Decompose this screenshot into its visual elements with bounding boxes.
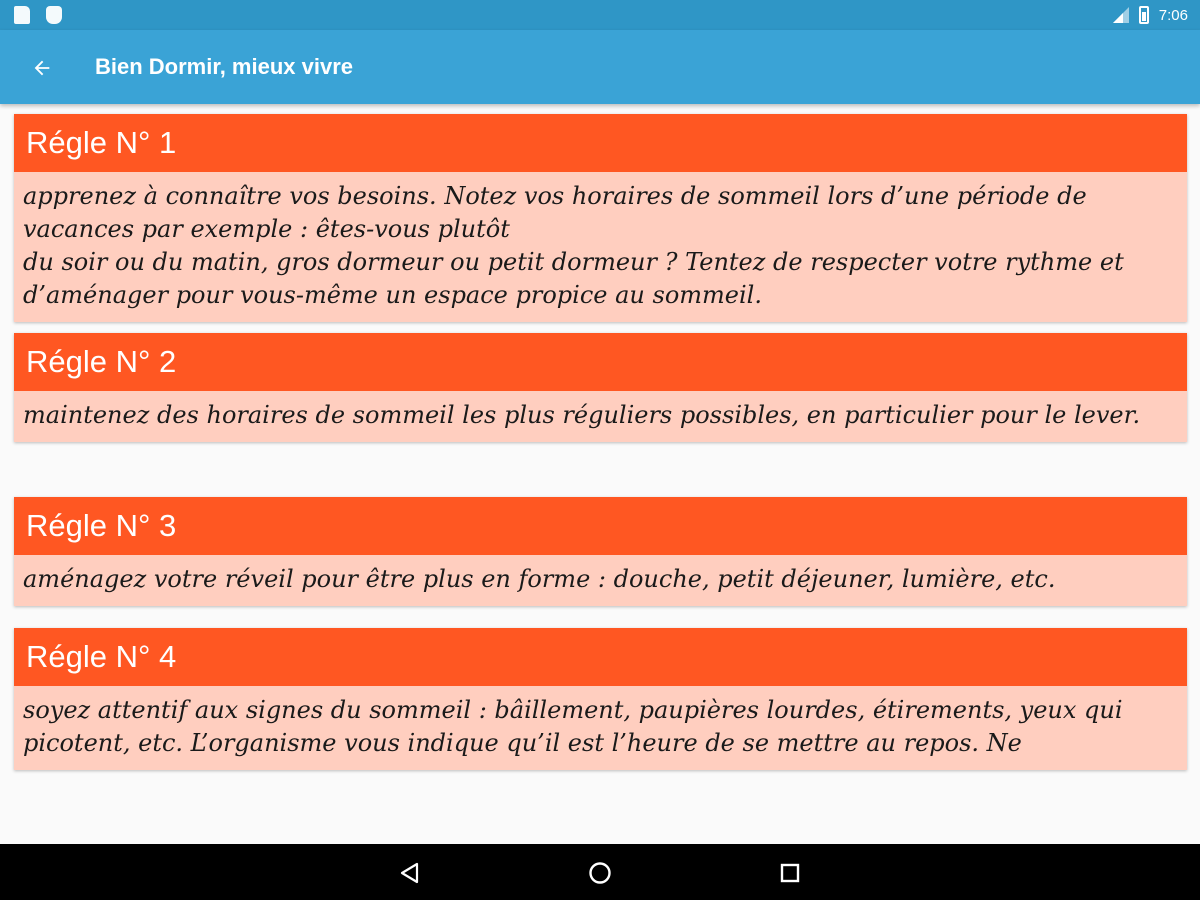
recents-square-icon xyxy=(780,863,800,883)
page-title: Bien Dormir, mieux vivre xyxy=(95,54,353,79)
nav-back-button[interactable] xyxy=(393,856,427,890)
rule-text-part: du soir ou du matin, gros dormeur ou petit dormeur ? Tentez de respecter votre rythme et d’aménager pour vous-même un espace propice au sommeil. xyxy=(23,248,1124,309)
rule-card-4[interactable] xyxy=(14,628,1187,770)
rule-text xyxy=(14,172,1187,322)
nav-home-button[interactable] xyxy=(583,856,617,890)
back-triangle-icon xyxy=(399,862,421,884)
app-bar xyxy=(0,30,1200,104)
battery-icon xyxy=(1139,6,1149,24)
rule-card-3[interactable] xyxy=(14,497,1187,606)
rule-title: Régle N° 2 xyxy=(14,333,1187,391)
rule-card-2[interactable] xyxy=(14,333,1187,442)
rule-title: Régle N° 4 xyxy=(14,628,1187,686)
back-button[interactable] xyxy=(22,48,62,88)
signal-icon xyxy=(1111,7,1129,23)
rule-text: aménagez votre réveil pour être plus en forme : douche, petit déjeuner, lumière, etc. xyxy=(23,565,1056,593)
rule-text: soyez attentif aux signes du sommeil : bâillement, paupières lourdes, étirements, yeux qui picotent, etc. L’organisme vous indique qu’il est l’heure de se mettre au repos. Ne xyxy=(23,696,1123,757)
status-indicators xyxy=(1111,4,1188,26)
arrow-left-icon xyxy=(31,57,53,79)
notification-icon xyxy=(14,6,30,24)
rule-card-1[interactable] xyxy=(14,114,1187,322)
status-clock: 7:06 xyxy=(1158,6,1188,24)
rules-list[interactable] xyxy=(0,104,1200,776)
nav-recents-button[interactable] xyxy=(773,856,807,890)
rule-text-part: apprenez à connaître vos besoins. Notez vos horaires de sommeil lors d’une période de vacances par exemple : êtes-vous plutôt xyxy=(23,182,1087,243)
home-circle-icon xyxy=(588,861,612,885)
rule-title: Régle N° 1 xyxy=(14,114,1187,172)
system-nav-bar xyxy=(0,844,1200,900)
status-notifications xyxy=(14,6,62,24)
status-bar xyxy=(0,0,1200,30)
rule-text: maintenez des horaires de sommeil les plus réguliers possibles, en particulier pour le lever. xyxy=(23,401,1141,429)
notification-icon xyxy=(46,6,62,24)
rule-title: Régle N° 3 xyxy=(14,497,1187,555)
